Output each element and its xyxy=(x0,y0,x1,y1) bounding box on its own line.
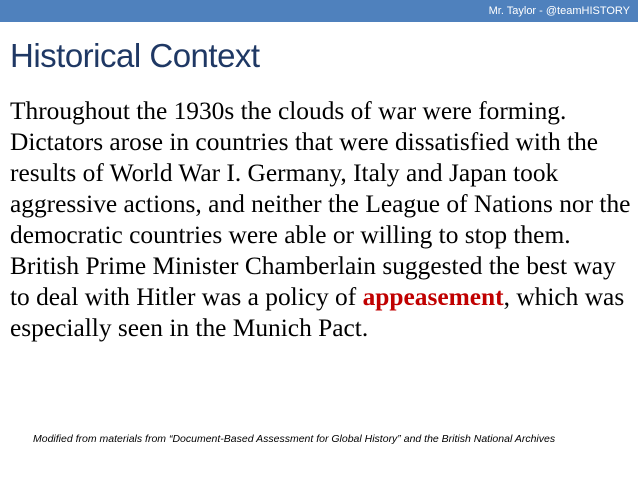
header-bar xyxy=(0,0,638,22)
author-credit: Mr. Taylor - @teamHISTORY xyxy=(488,5,630,17)
body-text-intro: Throughout the 1930s the clouds of war were forming. Dictators arose in countries that were dissatisfied with the results of World War I. Germany, Italy and Japan took aggressive actions, and neither the League of Nations nor the democratic countries were able or willing to stop them. British Prime Minister Chamberlain suggested the best way to deal with Hitler was a policy of xyxy=(10,97,631,311)
slide-title: Historical Context xyxy=(10,37,260,74)
body-text-ending: , which was especially seen in the Munich Pact. xyxy=(10,283,625,342)
highlighted-term: appeasement xyxy=(362,283,504,311)
body-paragraph xyxy=(10,96,634,344)
source-citation: Modified from materials from “Document-Based Assessment for Global History” and the British National Archives xyxy=(33,433,556,445)
